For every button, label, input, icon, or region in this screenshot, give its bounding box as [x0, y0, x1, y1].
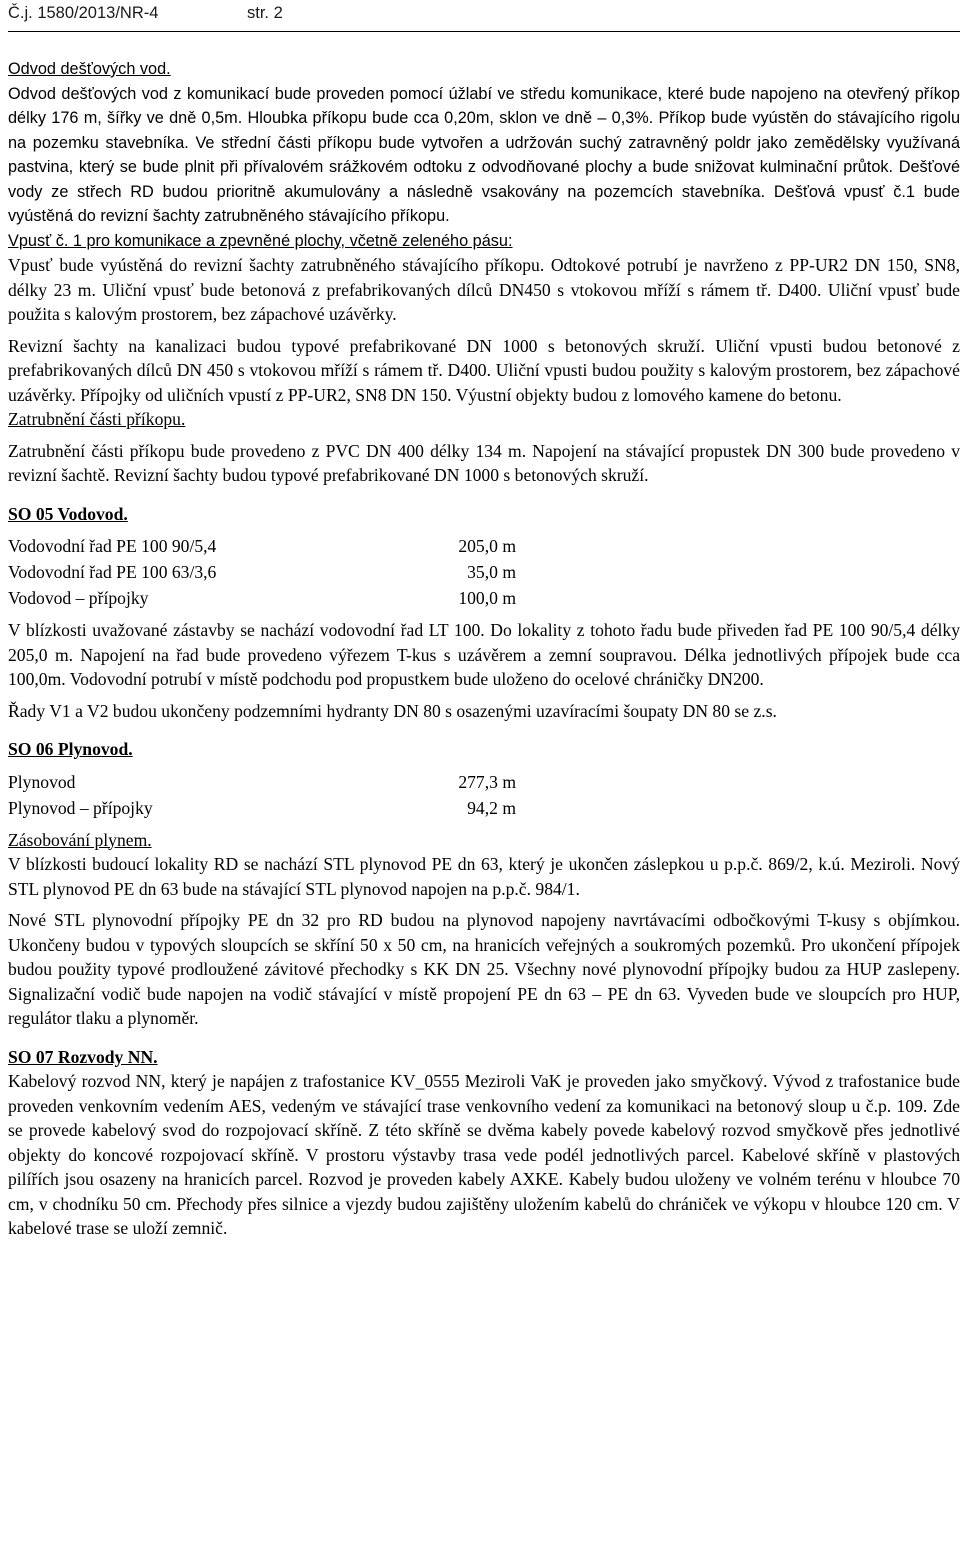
- heading-odvod: Odvod dešťových vod.: [8, 60, 171, 78]
- heading-zatrubneni: Zatrubnění části příkopu.: [8, 409, 186, 429]
- quantity-row: [8, 769, 960, 795]
- quantity-name: Vodovodní řad PE 100 63/3,6: [8, 562, 217, 582]
- quantity-value: 94,2 m: [467, 797, 516, 818]
- paragraph-so06-2: Nové STL plynovodní přípojky PE dn 32 pro RD budou na plynovod napojeny navrtávacími odbočkovými T-kusy s objímkou. Ukončeny budou v typových sloupcích se skříní 50 x 50 cm, na hranicích veřejných a soukromých pozemků. Pro ukončení přípojek budou použity typové prodloužené závitové přechodky s KK DN 25. Všechny nové plynovodní přípojky budou za HUP zaslepeny. Signalizační vodič bude napojen na vodič stávající v místě propojení PE dn 63 – PE dn 63. Vyveden bude ve sloupcích pro HUP, regulátor tlaku a plynoměr.: [8, 910, 960, 1028]
- quantity-row: [8, 559, 960, 585]
- quantity-row: [8, 795, 960, 821]
- document-reference: Č.j. 1580/2013/NR-4: [8, 4, 159, 22]
- heading-vpust: Vpusť č. 1 pro komunikace a zpevněné plochy, včetně zeleného pásu:: [8, 231, 513, 250]
- quantity-row: [8, 533, 960, 559]
- document-body: [8, 57, 960, 1241]
- quantity-name: Plynovod – přípojky: [8, 797, 153, 818]
- page-number: str. 2: [247, 4, 283, 22]
- heading-so06: SO 06 Plynovod.: [8, 739, 133, 759]
- quantity-row: [8, 585, 960, 611]
- paragraph-revize: Revizní šachty na kanalizaci budou typové prefabrikované DN 1000 s betonových skruží. Uliční vpusti budou betonové z prefabrikovaných dílců DN 450 s vtokovou mříží s rámem tř. D400. Uliční vpusti budou použity s kalovým prostorem, bez zápachové uzávěrky. Přípojky od uličních vpustí z PP-UR2, SN8 DN 150. Výustní objekty budou z lomového kamene do betonu.: [8, 335, 960, 405]
- paragraph-so06-1: V blízkosti budoucí lokality RD se nachází STL plynovod PE dn 63, který je ukončen záslepkou u p.p.č. 869/2, k.ú. Meziroli. Nový STL plynovod PE dn 63 bude na stávající STL plynovod napojen na p.p.č. 984/1.: [8, 854, 960, 899]
- paragraph-vpust: Vpusť bude vyústěná do revizní šachty zatrubněného stávajícího příkopu. Odtokové potrubí je navrženo z PP-UR2 DN 150, SN8, délky 23 m. Uliční vpusť bude betonová z prefabrikovaných dílců DN450 s vtokovou mříží s rámem tř. D400. Uliční vpusť bude použita s kalovým prostorem, bez zápachové uzávěrky.: [8, 255, 960, 324]
- so06-quantity-list: [8, 769, 960, 821]
- quantity-value: 205,0 m: [458, 536, 516, 556]
- paragraph-odvod: Odvod dešťových vod z komunikací bude proveden pomocí úžlabí ve středu komunikace, které bude napojeno na otevřený příkop délky 176 m, šířky ve dně 0,5m. Hloubka příkopu bude cca 0,20m, sklon ve dně – 0,3%. Příkop bude vyústěn do stávajícího rigolu na pozemku stavebníka. Ve střední části příkopu bude vytvořen a udržován suchý zatravněný poldr jako zemědělsky využívaná pastvina, který se bude plnit při přívalovém srážkovém odtoku z odvodňované plochy a bude snižovat kulminační průtok. Dešťové vody ze střech RD budou prioritně akumulovány a následně vsakovány na pozemcích stavebníka. Dešťová vpusť č.1 bude vyústěná do revizní šachty zatrubněného stávajícího příkopu.: [8, 84, 960, 225]
- header-divider: [8, 31, 960, 32]
- paragraph-so05-1: V blízkosti uvažované zástavby se nachází vodovodní řad LT 100. Do lokality z tohoto řadu bude přiveden řad PE 100 90/5,4 délky 205,0 m. Napojení na řad bude provedeno výřezem T-kus s uzávěrem a zemní soupravou. Délka jednotlivých přípojek bude cca 100,0m. Vodovodní potrubí v místě podchodu pod propustkem bude uloženo do ocelové chráničky DN200.: [8, 620, 960, 689]
- paragraph-zatrubneni: Zatrubnění části příkopu bude provedeno z PVC DN 400 délky 134 m. Napojení na stávající propustek DN 300 bude provedeno v revizní šachtě. Revizní šachty budou typové prefabrikované DN 1000 s betonových skruží.: [8, 440, 960, 485]
- so05-quantity-list: [8, 533, 960, 611]
- heading-so05: SO 05 Vodovod.: [8, 503, 128, 524]
- paragraph-so07: Kabelový rozvod NN, který je napájen z trafostanice KV_0555 Meziroli VaK je proveden jako smyčkový. Vývod z trafostanice bude proveden venkovním vedením AES, vedeným ve stávající trase venkovního vedení za komunikaci na betonový sloup u č.p. 109. Zde se provede kabelový svod do rozpojovací skříně. Z této skříně se dvěma kabely povede kabelový rozvod smyčkově přes jednotlivé objekty do koncové rozpojovací skříně. V prostoru výstavby trasa vede podél jednotlivých parcel. Kabelové skříně v plastových pilířích jsou osazeny na hranicích parcel. Rozvod je proveden kabely AXKE. Kabely budou uloženy ve volném terénu v hloubce 70 cm, v chodníku 50 cm. Přechody přes silnice a vjezdy budou zajištěny uložením kabelů do chrániček ve výkopu v hloubce 120 cm. V kabelové trase se uloží zemnič.: [8, 1071, 960, 1238]
- quantity-value: 35,0 m: [467, 562, 516, 582]
- paragraph-so05-2: Řady V1 a V2 budou ukončeny podzemními hydranty DN 80 s osazenými uzavíracími šoupaty DN 80 se z.s.: [8, 700, 777, 721]
- heading-zasobovani: Zásobování plynem.: [8, 829, 152, 850]
- quantity-name: Vodovod – přípojky: [8, 588, 149, 608]
- quantity-name: Vodovodní řad PE 100 90/5,4: [8, 536, 217, 556]
- quantity-name: Plynovod: [8, 771, 76, 792]
- heading-so07: SO 07 Rozvody NN.: [8, 1046, 158, 1067]
- quantity-value: 277,3 m: [458, 771, 516, 792]
- quantity-value: 100,0 m: [458, 588, 516, 608]
